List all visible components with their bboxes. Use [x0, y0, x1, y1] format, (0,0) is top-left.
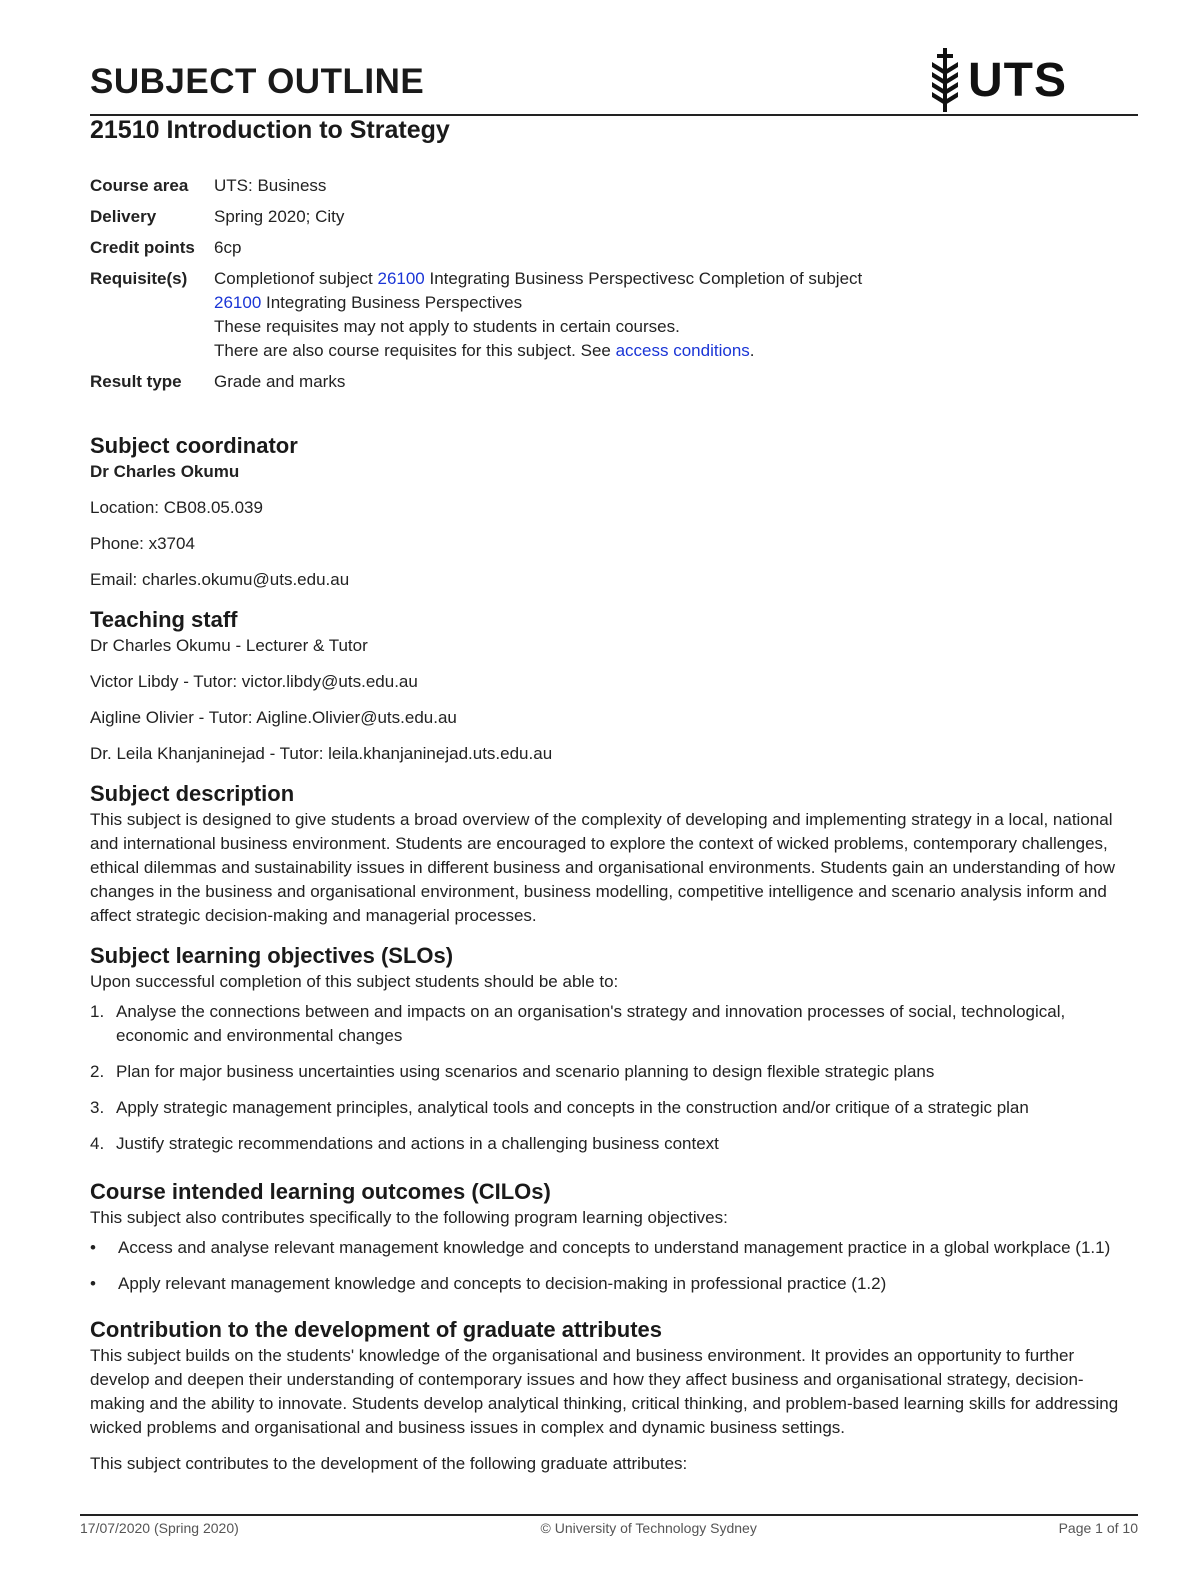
- meta-label: Requisite(s): [90, 269, 188, 288]
- meta-value: Grade and marks: [214, 372, 346, 391]
- coordinator-email: Email: charles.okumu@uts.edu.au: [90, 570, 350, 589]
- meta-row-delivery: [90, 205, 1138, 229]
- list-item: [90, 1000, 1138, 1048]
- requisites-line-1: [214, 267, 1138, 291]
- requisite-text: Completionof subject: [214, 269, 378, 288]
- bullet-icon: •: [90, 1274, 96, 1293]
- list-item-text: Access and analyse relevant management knowledge and concepts to understand management practice in a global workplace (1.1): [118, 1238, 1111, 1257]
- list-item-text: Apply strategic management principles, analytical tools and concepts in the construction and/or critique of a strategic plan: [116, 1098, 1029, 1117]
- subject-title: 21510 Introduction to Strategy: [90, 116, 450, 144]
- staff-member: Dr Charles Okumu - Lecturer & Tutor: [90, 636, 368, 655]
- requisite-text: Integrating Business Perspectives: [261, 293, 523, 312]
- outline-content: [90, 432, 1138, 1476]
- slos-heading: Subject learning objectives (SLOs): [90, 943, 454, 968]
- list-item-text: Plan for major business uncertainties using scenarios and scenario planning to design flexible strategic plans: [116, 1062, 935, 1081]
- list-number: 3.: [90, 1098, 105, 1117]
- staff-member: Dr. Leila Khanjaninejad - Tutor: leila.khanjaninejad.uts.edu.au: [90, 744, 553, 763]
- slos-intro: Upon successful completion of this subject students should be able to:: [90, 972, 619, 991]
- footer-copyright: © University of Technology Sydney: [540, 1520, 757, 1536]
- meta-row-result-type: [90, 370, 1138, 394]
- meta-value: Spring 2020; City: [214, 207, 345, 226]
- access-conditions-link[interactable]: access conditions: [615, 341, 750, 360]
- meta-value: UTS: Business: [214, 176, 327, 195]
- cilos-list: [90, 1236, 1138, 1296]
- coordinator-name: Dr Charles Okumu: [90, 462, 240, 481]
- subject-meta: [90, 174, 1138, 401]
- list-item: [90, 1096, 1138, 1120]
- uts-crest-icon: [928, 48, 962, 112]
- footer-rule: [80, 1514, 1138, 1516]
- requisite-text: .: [749, 341, 755, 360]
- list-item-text: Justify strategic recommendations and actions in a challenging business context: [116, 1134, 719, 1153]
- meta-label: Delivery: [90, 207, 157, 226]
- uts-logo: [928, 48, 1067, 112]
- description-text: This subject is designed to give students a broad overview of the complexity of developing and implementing strategy in a local, national and international business environment. Students are encouraged to explore the context of wicked problems, contemporary challenges, ethical dilemmas and sustainability issues in different business and organisational environments. Students gain an understanding of how changes in the business and organisational environment, business modelling, competitive intelligence and scenario analysis inform and affect strategic decision-making and managerial processes.: [90, 810, 1116, 925]
- requisite-subject-link[interactable]: 26100: [214, 293, 262, 312]
- meta-row-requisites: [90, 267, 1138, 363]
- requisites-line-3: These requisites may not apply to students in certain courses.: [214, 317, 680, 336]
- list-item-text: Analyse the connections between and impacts on an organisation's strategy and innovation processes of social, technological, economic and environmental changes: [116, 1002, 1066, 1045]
- requisite-text: Integrating Business Perspectivesc Completion of subject: [424, 269, 863, 288]
- list-item-text: Apply relevant management knowledge and concepts to decision-making in professional practice (1.2): [118, 1274, 887, 1293]
- list-number: 1.: [90, 1002, 105, 1021]
- page-footer: [80, 1520, 1138, 1536]
- meta-row-course-area: [90, 174, 1138, 198]
- coordinator-phone: Phone: x3704: [90, 534, 195, 553]
- cilos-heading: Course intended learning outcomes (CILOs): [90, 1179, 551, 1204]
- meta-row-credit-points: [90, 236, 1138, 260]
- slos-list: [90, 1000, 1138, 1156]
- meta-label: Credit points: [90, 238, 195, 257]
- list-item: [90, 1060, 1138, 1084]
- bullet-icon: •: [90, 1238, 96, 1257]
- graduate-attributes-text-2: This subject contributes to the development of the following graduate attributes:: [90, 1454, 688, 1473]
- footer-page-number: Page 1 of 10: [1058, 1520, 1138, 1536]
- cilos-intro: This subject also contributes specifically to the following program learning objectives:: [90, 1208, 728, 1227]
- logo-text: UTS: [968, 53, 1067, 107]
- meta-label: Result type: [90, 372, 182, 391]
- requisites-value: [214, 267, 1138, 363]
- staff-member: Victor Libdy - Tutor: victor.libdy@uts.edu.au: [90, 672, 418, 691]
- requisites-line-2: [214, 291, 1138, 315]
- list-number: 2.: [90, 1062, 105, 1081]
- requisite-text: There are also course requisites for this subject. See: [214, 341, 616, 360]
- graduate-attributes-heading: Contribution to the development of graduate attributes: [90, 1317, 662, 1342]
- coordinator-location: Location: CB08.05.039: [90, 498, 263, 517]
- teaching-staff-heading: Teaching staff: [90, 607, 238, 632]
- requisite-subject-link[interactable]: 26100: [377, 269, 425, 288]
- list-number: 4.: [90, 1134, 105, 1153]
- meta-label: Course area: [90, 176, 189, 195]
- list-item: [90, 1132, 1138, 1156]
- list-item: [90, 1272, 1138, 1296]
- coordinator-heading: Subject coordinator: [90, 433, 298, 458]
- staff-member: Aigline Olivier - Tutor: Aigline.Olivier@uts.edu.au: [90, 708, 457, 727]
- meta-value: 6cp: [214, 238, 242, 257]
- requisites-line-4: [214, 339, 1138, 363]
- list-item: [90, 1236, 1138, 1260]
- graduate-attributes-text: This subject builds on the students' knowledge of the organisational and business environment. It provides an opportunity to further develop and deepen their understanding of contemporary issues and how they affect business and organisational strategy, decision-making and the ability to innovate. Students develop analytical thinking, critical thinking, and problem-based learning skills for addressing wicked problems and organisational and business issues in complex and dynamic business settings.: [90, 1346, 1119, 1437]
- document-title: SUBJECT OUTLINE: [90, 62, 425, 101]
- description-heading: Subject description: [90, 781, 295, 806]
- footer-date: 17/07/2020 (Spring 2020): [80, 1520, 239, 1536]
